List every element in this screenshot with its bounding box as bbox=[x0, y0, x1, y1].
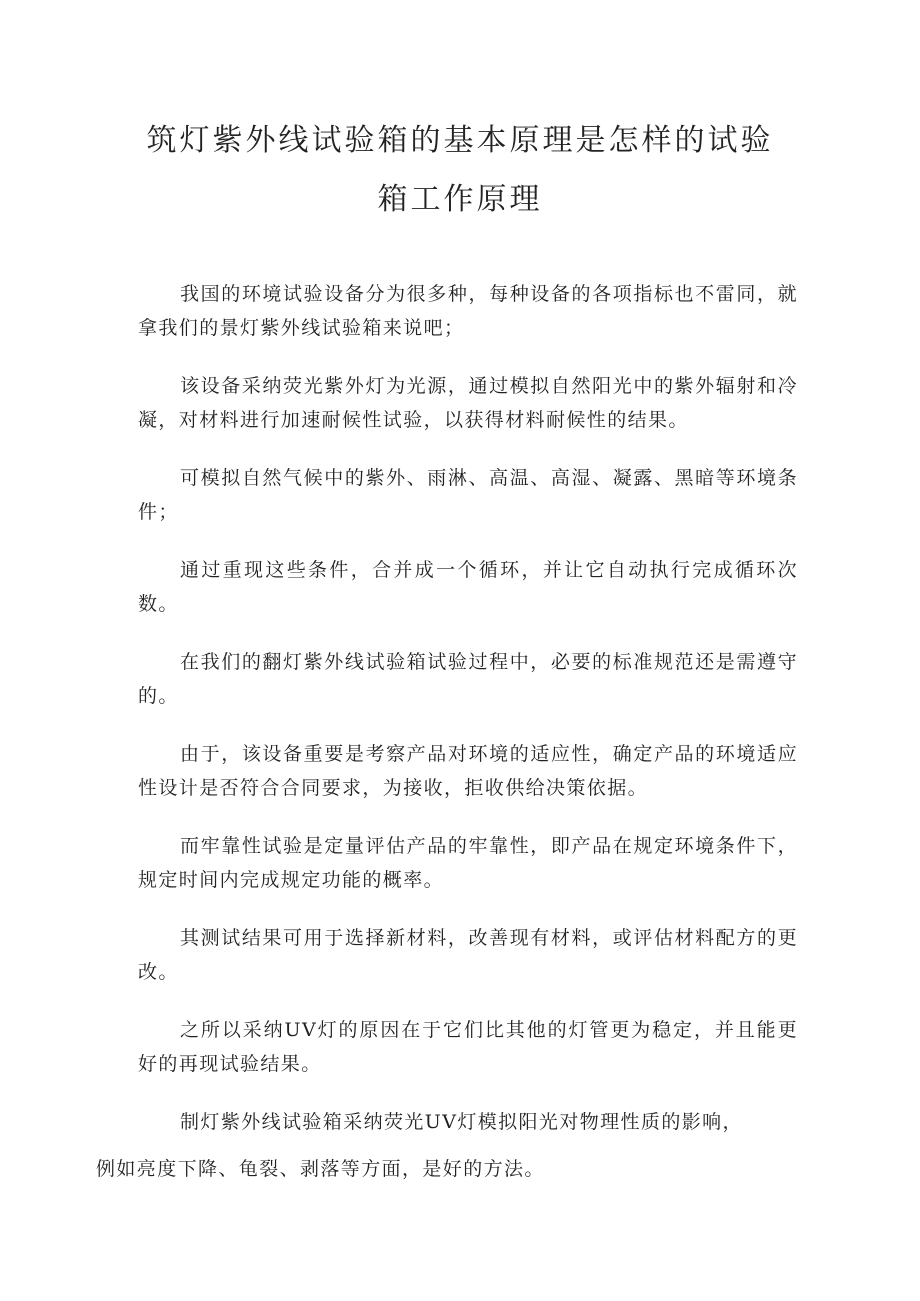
document-title-line-1: 筑灯紫外线试验箱的基本原理是怎样的试验 bbox=[146, 123, 774, 158]
paragraph bbox=[96, 1105, 798, 1186]
paragraph: 可模拟自然气候中的紫外、雨淋、高温、高湿、凝露、黑暗等环境条件； bbox=[138, 467, 798, 523]
document-body bbox=[96, 277, 798, 1210]
paragraph-line: 例如亮度下降、龟裂、剥落等方面，是好的方法。 bbox=[96, 1158, 545, 1180]
paragraph: 之所以采纳UV灯的原因在于它们比其他的灯管更为稳定，并且能更好的再现试验结果。 bbox=[138, 1019, 798, 1075]
paragraph: 该设备采纳荧光紫外灯为光源，通过模拟自然阳光中的紫外辐射和冷凝，对材料进行加速耐候性试验，以获得材料耐候性的结果。 bbox=[138, 375, 798, 431]
paragraph: 其测试结果可用于选择新材料，改善现有材料，或评估材料配方的更改。 bbox=[138, 927, 798, 983]
paragraph: 通过重现这些条件，合并成一个循环，并让它自动执行完成循环次数。 bbox=[138, 559, 798, 615]
document-title-line-2: 箱工作原理 bbox=[377, 182, 543, 217]
paragraph: 在我们的翻灯紫外线试验箱试验过程中，必要的标准规范还是需遵守的。 bbox=[138, 651, 798, 707]
paragraph-line: 制灯紫外线试验箱采纳荧光UV灯模拟阳光对物理性质的影响， bbox=[180, 1111, 743, 1133]
paragraph: 而牢靠性试验是定量评估产品的牢靠性，即产品在规定环境条件下，规定时间内完成规定功能的概率。 bbox=[138, 835, 798, 891]
paragraph: 我国的环境试验设备分为很多种，每种设备的各项指标也不雷同，就拿我们的景灯紫外线试验箱来说吧； bbox=[138, 283, 798, 339]
paragraph: 由于，该设备重要是考察产品对环境的适应性，确定产品的环境适应性设计是否符合合同要求，为接收，拒收供给决策依据。 bbox=[138, 743, 798, 799]
